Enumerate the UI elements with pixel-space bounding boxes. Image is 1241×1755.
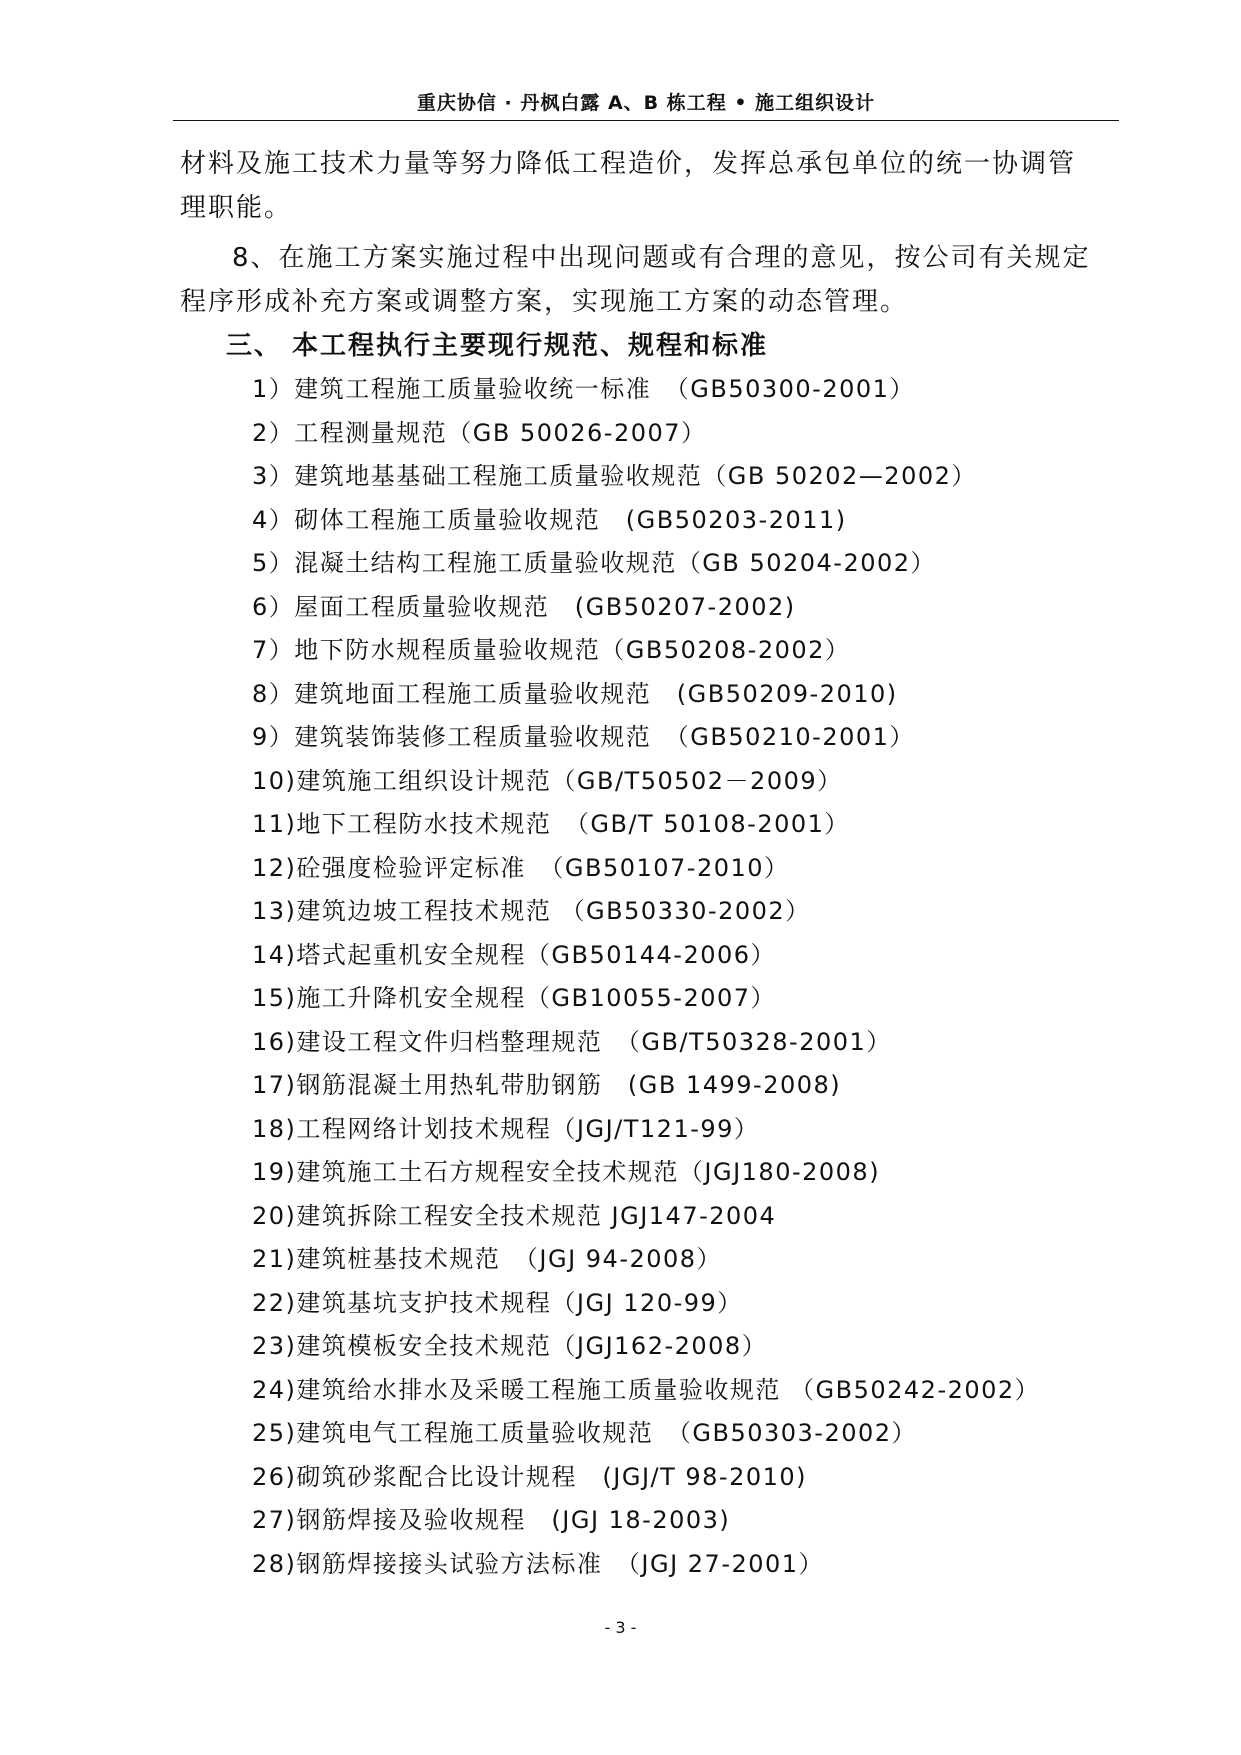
section-title: 本工程执行主要现行规范、规程和标准	[292, 331, 769, 361]
standard-item: 25)建筑电气工程施工质量验收规范 （GB50303-2002）	[252, 1419, 918, 1447]
header-divider	[173, 120, 1119, 121]
standard-item: 3）建筑地基基础工程施工质量验收规范（GB 50202—2002）	[252, 462, 977, 490]
standard-item: 27)钢筋焊接及验收规程 (JGJ 18-2003)	[252, 1506, 731, 1534]
standard-item: 23)建筑模板安全技术规范（JGJ162-2008）	[252, 1332, 768, 1360]
standard-item: 12)砼强度检验评定标准 （GB50107-2010）	[252, 853, 790, 882]
standard-item: 19)建筑施工土石方规程安全技术规范（JGJ180-2008)	[252, 1158, 881, 1186]
standard-item: 9）建筑装饰装修工程质量验收规范 （GB50210-2001）	[252, 723, 915, 751]
paragraph-line: 程序形成补充方案或调整方案，实现施工方案的动态管理。	[180, 287, 909, 317]
page-number: - 3 -	[604, 1618, 637, 1637]
standard-item: 10)建筑施工组织设计规范（GB/T50502－2009）	[252, 766, 843, 795]
standard-item: 7）地下防水规程质量验收规范（GB50208-2002）	[252, 636, 851, 664]
standard-item: 20)建筑拆除工程安全技术规范 JGJ147-2004	[252, 1201, 777, 1230]
standard-item: 18)工程网络计划技术规程（JGJ/T121-99）	[252, 1114, 760, 1143]
standard-item: 8）建筑地面工程施工质量验收规范 (GB50209-2010)	[252, 679, 898, 708]
standard-item: 21)建筑桩基技术规范 （JGJ 94-2008）	[252, 1245, 723, 1273]
standard-item: 13)建筑边坡工程技术规范 （GB50330-2002）	[252, 897, 811, 925]
standard-item: 26)砌筑砂浆配合比设计规程 (JGJ/T 98-2010)	[252, 1462, 808, 1491]
standard-item: 28)钢筋焊接接头试验方法标准 （JGJ 27-2001）	[252, 1549, 825, 1578]
section-number: 三、	[226, 331, 283, 361]
standard-item: 5）混凝土结构工程施工质量验收规范（GB 50204-2002）	[252, 549, 937, 577]
standard-item: 2）工程测量规范（GB 50026-2007）	[252, 418, 707, 447]
standard-item: 17)钢筋混凝土用热轧带肋钢筋 (GB 1499-2008)	[252, 1071, 842, 1099]
document-header-title: 重庆协信 · 丹枫白露 A、B 栋工程 • 施工组织设计	[416, 92, 876, 114]
paragraph-line: 理职能。	[180, 193, 293, 223]
standard-item: 15)施工升降机安全规程（GB10055-2007）	[252, 984, 777, 1012]
standard-item: 11)地下工程防水技术规范 （GB/T 50108-2001）	[252, 810, 850, 838]
standards-list	[252, 368, 1040, 1586]
standard-item: 24)建筑给水排水及采暖工程施工质量验收规范 （GB50242-2002）	[252, 1375, 1041, 1404]
section-heading	[226, 324, 768, 368]
standard-item: 4）砌体工程施工质量验收规范 (GB50203-2011)	[252, 505, 847, 534]
paragraph-line: 8、在施工方案实施过程中出现问题或有合理的意见，按公司有关规定	[232, 243, 1091, 273]
standard-item: 14)塔式起重机安全规程（GB50144-2006）	[252, 940, 777, 969]
standard-item: 22)建筑基坑支护技术规程（JGJ 120-99）	[252, 1288, 743, 1317]
standard-item: 16)建设工程文件归档整理规范 （GB/T50328-2001）	[252, 1027, 892, 1056]
standard-item: 6）屋面工程质量验收规范 (GB50207-2002)	[252, 592, 796, 621]
paragraph-line: 材料及施工技术力量等努力降低工程造价，发挥总承包单位的统一协调管	[180, 149, 1077, 179]
standard-item: 1）建筑工程施工质量验收统一标准 （GB50300-2001）	[252, 375, 915, 403]
